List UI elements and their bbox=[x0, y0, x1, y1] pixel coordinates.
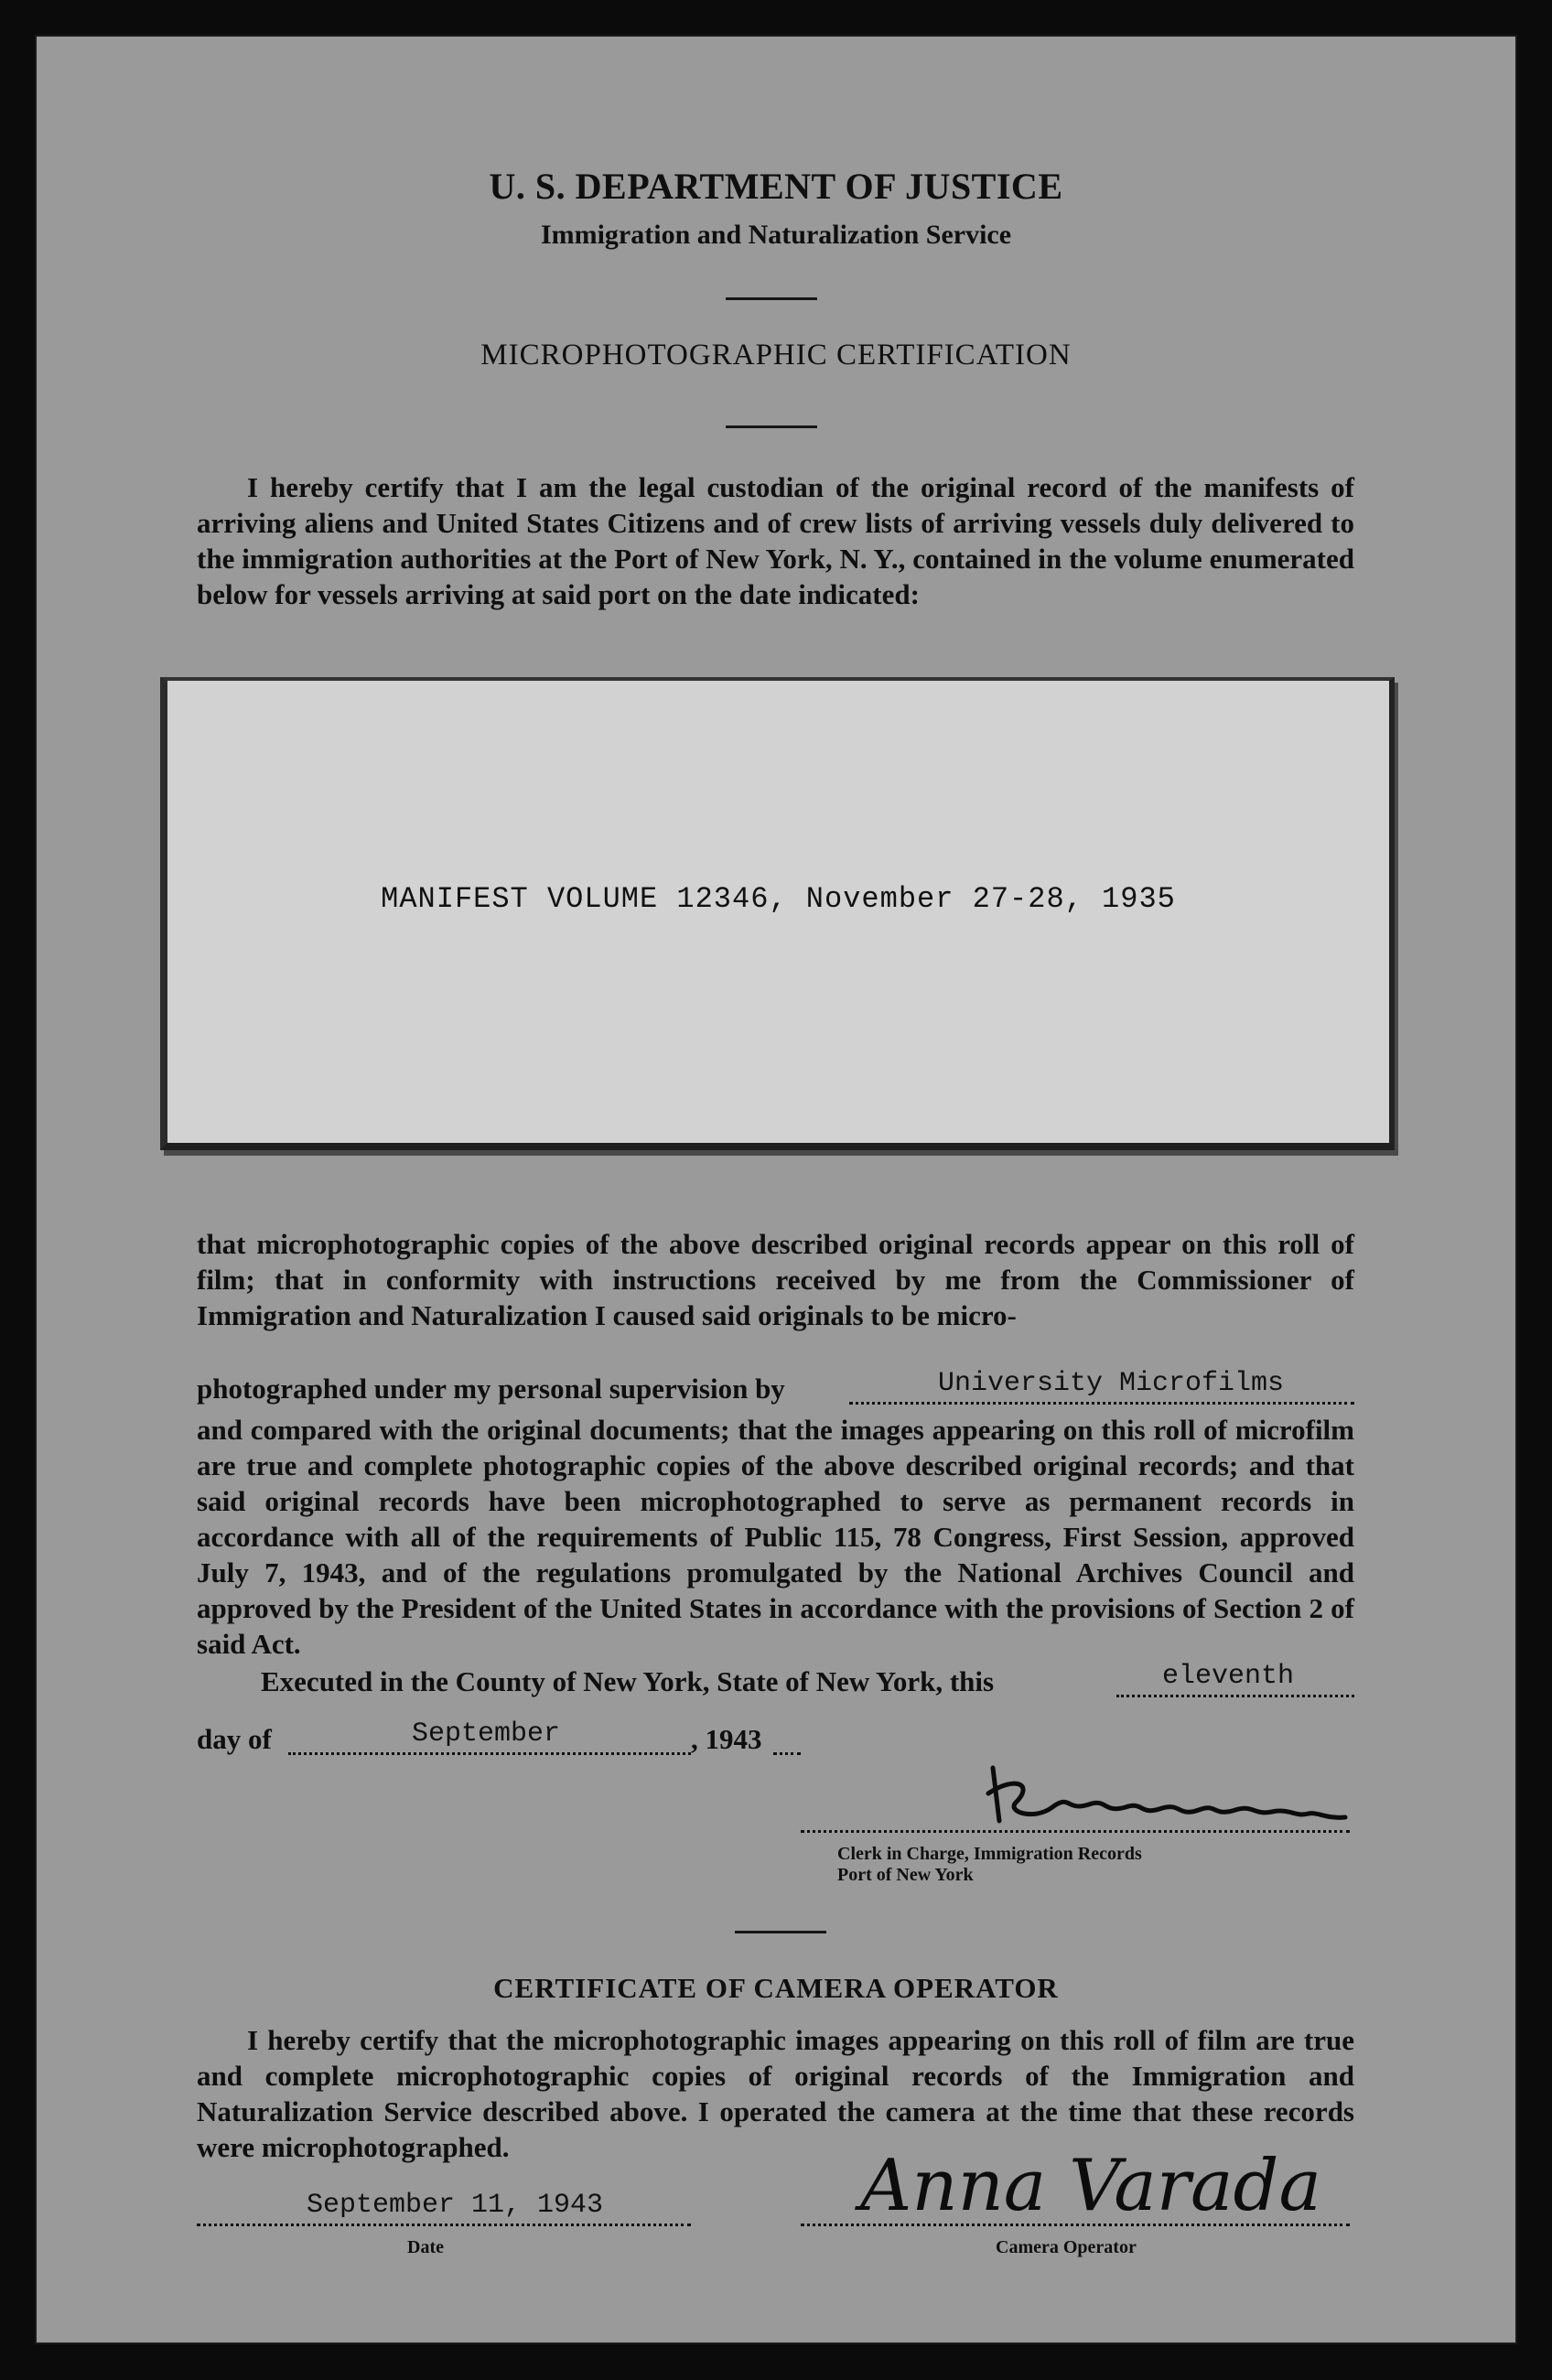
certificate-date: September 11, 1943 bbox=[307, 2190, 604, 2221]
day-of-label: day of bbox=[197, 1723, 272, 1755]
body-paragraph-1: that microphotographic copies of the above described original records appear on this roll of film; that in conformity with instructions received by me from the Commissioner of Immigration and Naturalization I caused said originals to be micro- bbox=[197, 1228, 1354, 1331]
executed-prefix: Executed in the County of New York, State of New York, this bbox=[261, 1665, 995, 1697]
manifest-volume: MANIFEST VOLUME 12346, November 27-28, 1935 bbox=[381, 882, 1176, 916]
clerk-signature bbox=[952, 1757, 1391, 1839]
camera-certificate-text: I hereby certify that the microphotographic images appearing on this roll of film are true and complete microphotographic copies of original records of the Immigration and Naturalization Service described above. I operated the camera at the time that these records were microphotographed. bbox=[197, 2024, 1354, 2163]
executed-month: September bbox=[412, 1718, 561, 1750]
camera-certificate-title: CERTIFICATE OF CAMERA OPERATOR bbox=[493, 1972, 1059, 2004]
date-label: Date bbox=[407, 2237, 444, 2257]
certification-title: MICROPHOTOGRAPHIC CERTIFICATION bbox=[480, 339, 1072, 372]
clerk-title: Clerk in Charge, Immigration Records bbox=[837, 1844, 1142, 1864]
operator-signature-text: Anna Varada bbox=[860, 2145, 1321, 2227]
executed-year: , 1943 bbox=[691, 1723, 762, 1755]
supervision-prefix: photographed under my personal supervision by bbox=[197, 1373, 785, 1405]
body-paragraph-2: and compared with the original documents; that the images appearing on this roll of microfilm are true and complete photographic copies of the above described original records; and that said original records have been microphotographed to serve as permanent records in accordance with all of the requirements of Public 115, 78 Congress, First Session, approved July 7, 1943, and of the regulations promulgated by the National Archives Council and approved by the President of the United States in accordance with the provisions of Section 2 of said Act. bbox=[197, 1414, 1354, 1660]
divider bbox=[726, 425, 817, 428]
divider bbox=[726, 297, 817, 300]
operator-signature-line bbox=[801, 2224, 1350, 2226]
date-line bbox=[197, 2224, 691, 2226]
service-subtitle: Immigration and Naturalization Service bbox=[540, 220, 1012, 250]
clerk-signature-line bbox=[801, 1830, 1350, 1833]
executed-day-line bbox=[1116, 1695, 1354, 1697]
agency-title: U. S. DEPARTMENT OF JUSTICE bbox=[489, 166, 1063, 207]
month-line bbox=[288, 1752, 691, 1755]
divider bbox=[735, 1931, 826, 1933]
volume-label-card bbox=[160, 677, 1395, 1150]
executed-day: eleventh bbox=[1162, 1661, 1295, 1692]
supervised-by: University Microfilms bbox=[938, 1368, 1285, 1399]
clerk-location: Port of New York bbox=[837, 1865, 974, 1885]
operator-label: Camera Operator bbox=[996, 2237, 1137, 2257]
supervision-line bbox=[849, 1402, 1354, 1405]
certificate-page bbox=[35, 35, 1517, 2344]
intro-paragraph: I hereby certify that I am the legal custodian of the original record of the manifests of arriving aliens and United States Citizens and of crew lists of arriving vessels duly delivered to the immigration authorities at the Port of New York, N. Y., contained in the volume enumerated below for vessels arriving at said port on the date indicated: bbox=[197, 471, 1354, 610]
camera-operator-signature bbox=[842, 2137, 1336, 2228]
year-line bbox=[773, 1752, 801, 1755]
